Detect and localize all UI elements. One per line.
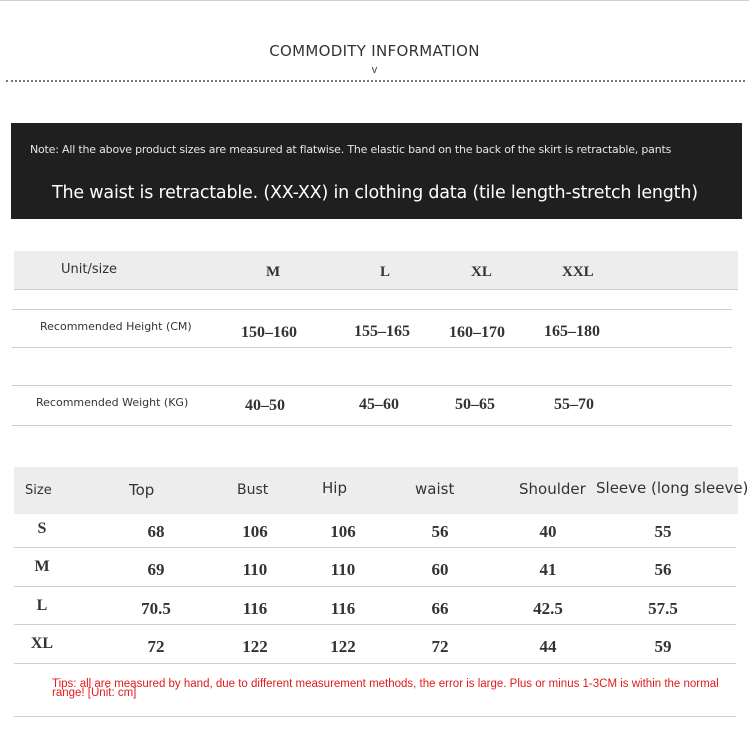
- col-header-bust: Bust: [237, 482, 269, 498]
- cell-waist: 72: [431, 637, 449, 656]
- recommended-weight-label: Recommended Weight (KG): [36, 396, 189, 409]
- note-line-1: Note: All the above product sizes are measured at flatwise. The elastic band on the back of the skirt is retractable, pants: [30, 143, 672, 156]
- row-divider: [12, 309, 732, 310]
- top-border: [0, 0, 749, 1]
- cell-sleeve: 57.5: [648, 599, 678, 618]
- cell-shoulder: 44: [539, 637, 557, 656]
- cell-waist: 60: [431, 560, 449, 579]
- row-divider: [12, 425, 732, 426]
- cell-top: 70.5: [141, 599, 171, 618]
- cell-hip: 106: [330, 522, 356, 541]
- page-title: COMMODITY INFORMATION: [269, 42, 480, 60]
- cell-hip: 122: [330, 637, 356, 656]
- row-divider: [14, 586, 736, 587]
- cell-bust: 110: [242, 560, 268, 579]
- cell-size: L: [36, 597, 48, 614]
- row-divider: [14, 289, 738, 290]
- row-divider: [14, 624, 736, 625]
- recommended-height-label: Recommended Height (CM): [40, 320, 192, 333]
- height-value-l: 155–165: [354, 323, 410, 340]
- note-line-2: The waist is retractable. (XX-XX) in clothing data (tile length-stretch length): [52, 183, 698, 203]
- col-header-top: Top: [129, 481, 155, 499]
- cell-shoulder: 42.5: [533, 599, 563, 618]
- cell-hip: 110: [330, 560, 356, 579]
- col-header-shoulder: Shoulder: [519, 480, 586, 498]
- cell-waist: 56: [431, 522, 449, 541]
- cell-waist: 66: [431, 599, 449, 618]
- bottom-divider: [14, 716, 736, 717]
- cell-sleeve: 59: [654, 637, 672, 656]
- col-header-size: Size: [25, 483, 52, 498]
- weight-value-xxl: 55–70: [554, 396, 594, 413]
- cell-bust: 116: [242, 599, 268, 618]
- cell-size: M: [34, 558, 50, 575]
- cell-bust: 106: [242, 522, 268, 541]
- col-header-waist: waist: [415, 480, 455, 498]
- header-size-m: M: [266, 264, 281, 280]
- cell-size: S: [37, 520, 47, 537]
- cell-sleeve: 56: [654, 560, 672, 579]
- cell-hip: 116: [330, 599, 356, 618]
- cell-top: 72: [147, 637, 165, 656]
- chevron-down-icon: v: [371, 64, 378, 76]
- cell-shoulder: 41: [539, 560, 557, 579]
- row-divider: [14, 547, 736, 548]
- height-value-m: 150–160: [241, 324, 297, 341]
- height-value-xxl: 165–180: [544, 323, 600, 340]
- header-size-xxl: XXL: [562, 264, 594, 280]
- row-divider: [12, 385, 732, 386]
- weight-value-l: 45–60: [359, 396, 399, 413]
- header-unit-size: Unit/size: [61, 262, 118, 277]
- header-size-xl: XL: [471, 264, 492, 280]
- note-banner: [11, 123, 742, 219]
- row-divider: [12, 347, 732, 348]
- cell-shoulder: 40: [539, 522, 557, 541]
- cell-top: 69: [147, 560, 165, 579]
- col-header-hip: Hip: [322, 479, 347, 497]
- weight-value-m: 40–50: [245, 397, 285, 414]
- measurement-tips: Tips: all are measured by hand, due to different measurement methods, the error is large. Plus or minus 1-3CM is within the normal range! [Unit: cm]: [52, 678, 719, 699]
- dotted-divider: [6, 80, 745, 82]
- row-divider: [14, 663, 736, 664]
- header-size-l: L: [380, 264, 391, 280]
- cell-top: 68: [147, 522, 165, 541]
- weight-value-xl: 50–65: [455, 396, 495, 413]
- cell-sleeve: 55: [654, 522, 672, 541]
- height-value-xl: 160–170: [449, 324, 505, 341]
- col-header-sleeve: Sleeve (long sleeve): [596, 479, 749, 497]
- cell-size: XL: [30, 635, 54, 652]
- cell-bust: 122: [242, 637, 268, 656]
- recommend-table-header: [14, 251, 738, 289]
